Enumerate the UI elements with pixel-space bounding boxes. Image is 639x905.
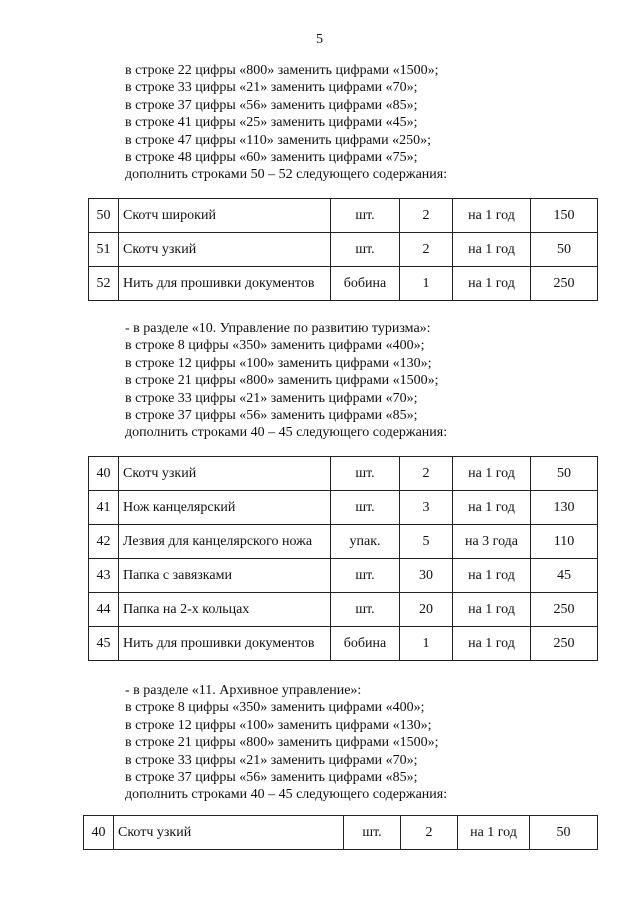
item-unit: шт. [331,199,400,233]
item-quantity: 5 [400,525,453,559]
amendment-line: дополнить строками 40 – 45 следующего содержания: [125,425,448,441]
table-row [89,199,598,233]
item-unit: шт. [331,233,400,267]
item-name: Скотч узкий [114,816,344,850]
item-price: 150 [531,199,598,233]
row-number: 40 [89,457,119,491]
amendment-line: в строке 41 цифры «25» заменить цифрами «45»; [125,115,418,131]
item-unit: бобина [331,267,400,301]
item-term: на 1 год [453,593,531,627]
amendment-line: дополнить строками 40 – 45 следующего содержания: [125,787,448,803]
amendment-line: в строке 8 цифры «350» заменить цифрами «400»; [125,338,425,354]
section-heading: - в разделе «10. Управление по развитию туризма»: [125,321,431,336]
item-price: 45 [531,559,598,593]
item-term: на 1 год [453,457,531,491]
item-name: Скотч широкий [119,199,331,233]
item-name: Нож канцелярский [119,491,331,525]
item-term: на 3 года [453,525,531,559]
item-quantity: 20 [400,593,453,627]
amendment-line: в строке 33 цифры «21» заменить цифрами «70»; [125,390,418,406]
items-table-1 [88,198,598,301]
table-row [89,593,598,627]
table-row [89,627,598,661]
item-name: Нить для прошивки документов [119,267,331,301]
item-quantity: 1 [400,267,453,301]
item-name: Папка с завязками [119,559,331,593]
amendment-line: в строке 33 цифры «21» заменить цифрами «70»; [125,752,418,768]
page-number: 5 [316,32,323,47]
amendment-line: в строке 37 цифры «56» заменить цифрами «85»; [125,408,418,424]
table-row [89,267,598,301]
items-table-3 [83,815,598,850]
item-quantity: 2 [400,199,453,233]
item-quantity: 2 [400,457,453,491]
item-term: на 1 год [458,816,530,850]
item-quantity: 2 [400,233,453,267]
row-number: 40 [84,816,114,850]
item-term: на 1 год [453,267,531,301]
table-row [89,525,598,559]
amendments-block-1 [125,62,545,184]
table-row [89,491,598,525]
amendment-line: в строке 37 цифры «56» заменить цифрами «85»; [125,770,418,786]
item-price: 50 [531,457,598,491]
row-number: 45 [89,627,119,661]
item-name: Лезвия для канцелярского ножа [119,525,331,559]
amendment-line: в строке 47 цифры «110» заменить цифрами «250»; [125,132,432,148]
item-unit: шт. [331,491,400,525]
amendment-line: в строке 12 цифры «100» заменить цифрами «130»; [125,717,432,733]
row-number: 43 [89,559,119,593]
item-unit: упак. [331,525,400,559]
item-unit: шт. [344,816,401,850]
item-price: 50 [530,816,598,850]
amendments-block-3 [125,682,545,804]
item-term: на 1 год [453,199,531,233]
item-price: 250 [531,627,598,661]
item-term: на 1 год [453,559,531,593]
table-row [84,816,598,850]
table-row [89,233,598,267]
item-quantity: 30 [400,559,453,593]
row-number: 44 [89,593,119,627]
row-number: 42 [89,525,119,559]
item-term: на 1 год [453,491,531,525]
amendment-line: в строке 8 цифры «350» заменить цифрами «400»; [125,700,425,716]
items-table-2 [88,456,598,661]
row-number: 50 [89,199,119,233]
item-unit: шт. [331,593,400,627]
item-quantity: 2 [401,816,458,850]
amendment-line: в строке 21 цифры «800» заменить цифрами «1500»; [125,735,439,751]
amendment-line: в строке 12 цифры «100» заменить цифрами «130»; [125,355,432,371]
item-quantity: 3 [400,491,453,525]
amendment-line: в строке 22 цифры «800» заменить цифрами «1500»; [125,63,439,78]
amendment-line: в строке 33 цифры «21» заменить цифрами «70»; [125,80,418,96]
item-name: Папка на 2-х кольцах [119,593,331,627]
item-price: 110 [531,525,598,559]
item-name: Скотч узкий [119,457,331,491]
item-term: на 1 год [453,233,531,267]
item-price: 250 [531,593,598,627]
item-unit: бобина [331,627,400,661]
item-name: Нить для прошивки документов [119,627,331,661]
row-number: 51 [89,233,119,267]
amendment-line: в строке 21 цифры «800» заменить цифрами «1500»; [125,373,439,389]
item-unit: шт. [331,559,400,593]
amendment-line: дополнить строками 50 – 52 следующего содержания: [125,167,448,183]
table-row [89,457,598,491]
item-term: на 1 год [453,627,531,661]
amendment-line: в строке 48 цифры «60» заменить цифрами «75»; [125,150,418,166]
item-unit: шт. [331,457,400,491]
item-price: 50 [531,233,598,267]
amendments-block-2 [125,320,545,442]
item-quantity: 1 [400,627,453,661]
section-heading: - в разделе «11. Архивное управление»: [125,683,362,698]
item-price: 250 [531,267,598,301]
row-number: 52 [89,267,119,301]
item-price: 130 [531,491,598,525]
table-row [89,559,598,593]
row-number: 41 [89,491,119,525]
item-name: Скотч узкий [119,233,331,267]
amendment-line: в строке 37 цифры «56» заменить цифрами «85»; [125,97,418,113]
